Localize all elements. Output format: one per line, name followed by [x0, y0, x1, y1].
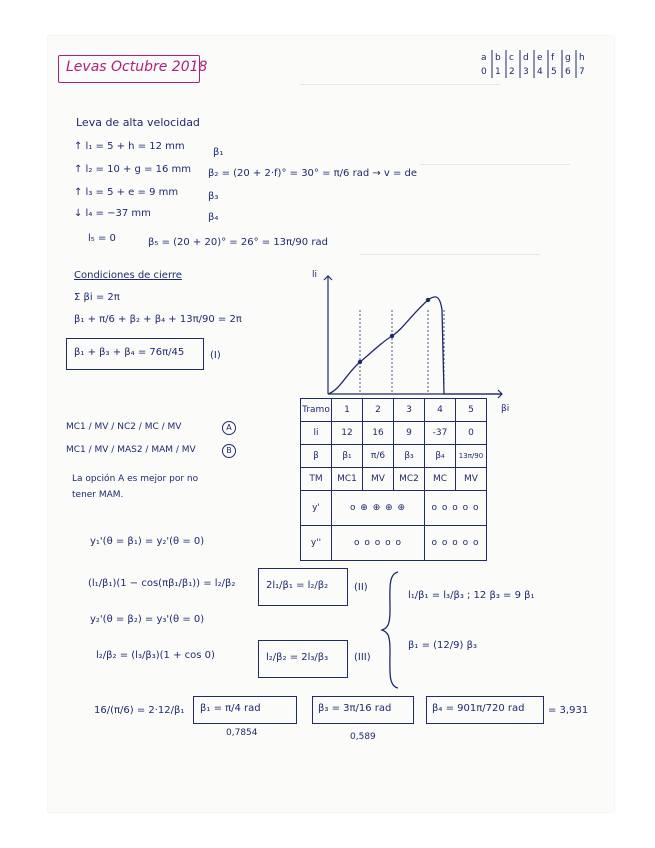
- table-cell: o o o o o: [332, 526, 425, 561]
- cont-line-4: l₂/β₂ = (l₃/β₃)(1 + cos 0): [96, 650, 215, 661]
- table-cell: MV: [363, 468, 394, 491]
- result-1-value: 0,7854: [226, 728, 258, 738]
- conclusion-line-2: tener MAM.: [72, 490, 124, 500]
- table-row: [301, 491, 487, 526]
- eq-l2: ↑ l₂ = 10 + g = 16 mm: [74, 164, 192, 175]
- table-row: [301, 445, 487, 468]
- bleed-through-mark: [420, 150, 570, 165]
- eq-b5: β₅ = (20 + 20)° = 26° = 13π/90 rad: [148, 237, 328, 248]
- eq-l5: l₅ = 0: [88, 233, 116, 244]
- table-cell: 2: [363, 399, 394, 422]
- system-brace: [380, 570, 402, 690]
- result-3: β₄ = 901π/720 rad: [432, 703, 525, 714]
- corner-bottom-digit: 6: [565, 67, 571, 77]
- table-cell: o ⊕ ⊕ ⊕ ⊕: [332, 491, 425, 526]
- corner-bottom-digit: 3: [523, 67, 529, 77]
- eq-b3: β₃: [208, 191, 219, 202]
- cierre-expand: β₁ + π/6 + β₂ + β₄ + 13π/90 = 2π: [74, 314, 242, 325]
- table-cell: 3: [394, 399, 425, 422]
- eq-l1: ↑ l₁ = 5 + h = 12 mm: [74, 141, 185, 152]
- graph-y-label: li: [312, 270, 318, 280]
- table-cell: 12: [332, 422, 363, 445]
- bleed-through-mark: [300, 70, 500, 85]
- page-title: Levas Octubre 2018: [66, 59, 208, 75]
- tramo-table: [300, 398, 487, 561]
- corner-top-letter: g: [565, 53, 571, 63]
- eq-l3: ↑ l₃ = 5 + e = 9 mm: [74, 187, 179, 198]
- result-1: β₁ = π/4 rad: [200, 703, 261, 714]
- table-row: [301, 468, 487, 491]
- table-cell: 1: [332, 399, 363, 422]
- table-cell: MC2: [394, 468, 425, 491]
- table-cell: -37: [425, 422, 456, 445]
- graph-point: [390, 334, 394, 338]
- table-cell: y': [301, 491, 332, 526]
- graph-point: [358, 360, 362, 364]
- table-cell: β₄: [425, 445, 456, 468]
- table-cell: β: [301, 445, 332, 468]
- table-cell: 9: [394, 422, 425, 445]
- cierre-sum: Σ βi = 2π: [74, 292, 120, 303]
- graph-point: [426, 298, 430, 302]
- corner-top-letter: c: [509, 53, 514, 63]
- eq-l4: ↓ l₄ = −37 mm: [74, 208, 151, 219]
- cont-tag-2: (II): [354, 582, 368, 593]
- displacement-curve: [328, 297, 502, 394]
- cont-tag-3: (III): [354, 652, 371, 663]
- corner-bottom-digit: 2: [509, 67, 515, 77]
- cont-right-2: β₁ = (12/9) β₃: [408, 640, 477, 651]
- table-cell: 4: [425, 399, 456, 422]
- table-cell: y'': [301, 526, 332, 561]
- table-row: [301, 422, 487, 445]
- table-cell: 0: [456, 422, 487, 445]
- table-cell: MC1: [332, 468, 363, 491]
- subtitle: Leva de alta velocidad: [76, 116, 200, 129]
- displacement-graph: [300, 270, 510, 400]
- table-cell: β₁: [332, 445, 363, 468]
- table-cell: MC: [425, 468, 456, 491]
- table-cell: β₃: [394, 445, 425, 468]
- eq-b4: β₄: [208, 212, 219, 223]
- cont-box-3-text: l₂/β₂ = 2l₃/β₃: [266, 652, 329, 663]
- eq-b1: β₁: [213, 147, 224, 158]
- cierre-tag: (I): [210, 350, 221, 361]
- corner-table: [478, 48, 598, 86]
- corner-bottom-digit: 4: [537, 67, 543, 77]
- cont-line-3: y₂'(θ = β₂) = y₃'(θ = 0): [90, 614, 205, 625]
- corner-top-letter: h: [579, 53, 585, 63]
- graph-x-label: βi: [501, 404, 510, 414]
- corner-bottom-digit: 0: [481, 67, 487, 77]
- option-b-mark: B: [222, 444, 236, 458]
- cont-box-2-text: 2l₁/β₁ = l₂/β₂: [266, 580, 329, 591]
- table-cell: li: [301, 422, 332, 445]
- option-a-mark: A: [222, 421, 236, 435]
- option-a-text: MC1 / MV / NC2 / MC / MV: [66, 422, 182, 432]
- table-cell: TM: [301, 468, 332, 491]
- corner-bottom-digit: 7: [579, 67, 585, 77]
- table-cell: 5: [456, 399, 487, 422]
- result-eq: 16/(π/6) = 2·12/β₁: [94, 705, 185, 716]
- result-2: β₃ = 3π/16 rad: [318, 703, 392, 714]
- corner-table-grid: [478, 48, 598, 82]
- table-cell: π/6: [363, 445, 394, 468]
- option-b-text: MC1 / MV / MAS2 / MAM / MV: [66, 445, 196, 455]
- table-cell: o o o o o: [425, 526, 487, 561]
- table-cell: Tramo: [301, 399, 332, 422]
- table-cell: 13π/90: [456, 445, 487, 468]
- corner-top-letter: d: [523, 53, 529, 63]
- corner-top-letter: b: [495, 53, 501, 63]
- corner-bottom-digit: 5: [551, 67, 557, 77]
- cierre-heading: Condiciones de cierre: [74, 270, 182, 281]
- result-3-value: = 3,931: [548, 705, 589, 716]
- corner-top-letter: e: [537, 53, 543, 63]
- bleed-through-mark: [360, 240, 540, 255]
- cont-line-2: (l₁/β₁)(1 − cos(πβ₁/β₁)) = l₂/β₂: [88, 578, 236, 589]
- cierre-boxed: β₁ + β₃ + β₄ = 76π/45: [74, 347, 185, 358]
- table-cell: MV: [456, 468, 487, 491]
- table-cell: o o o o o: [425, 491, 487, 526]
- result-2-value: 0,589: [350, 732, 376, 742]
- corner-bottom-digit: 1: [495, 67, 501, 77]
- cont-line-1: y₁'(θ = β₁) = y₂'(θ = 0): [90, 536, 205, 547]
- conclusion-line-1: La opción A es mejor por no: [72, 474, 199, 484]
- cont-right-1: l₁/β₁ = l₃/β₃ ; 12 β₃ = 9 β₁: [408, 590, 535, 601]
- eq-b2: β₂ = (20 + 2·f)° = 30° = π/6 rad → v = de: [208, 168, 418, 179]
- table-row: [301, 526, 487, 561]
- corner-top-letter: f: [551, 53, 555, 63]
- corner-top-letter: a: [481, 53, 487, 63]
- table-row: [301, 399, 487, 422]
- table-cell: 16: [363, 422, 394, 445]
